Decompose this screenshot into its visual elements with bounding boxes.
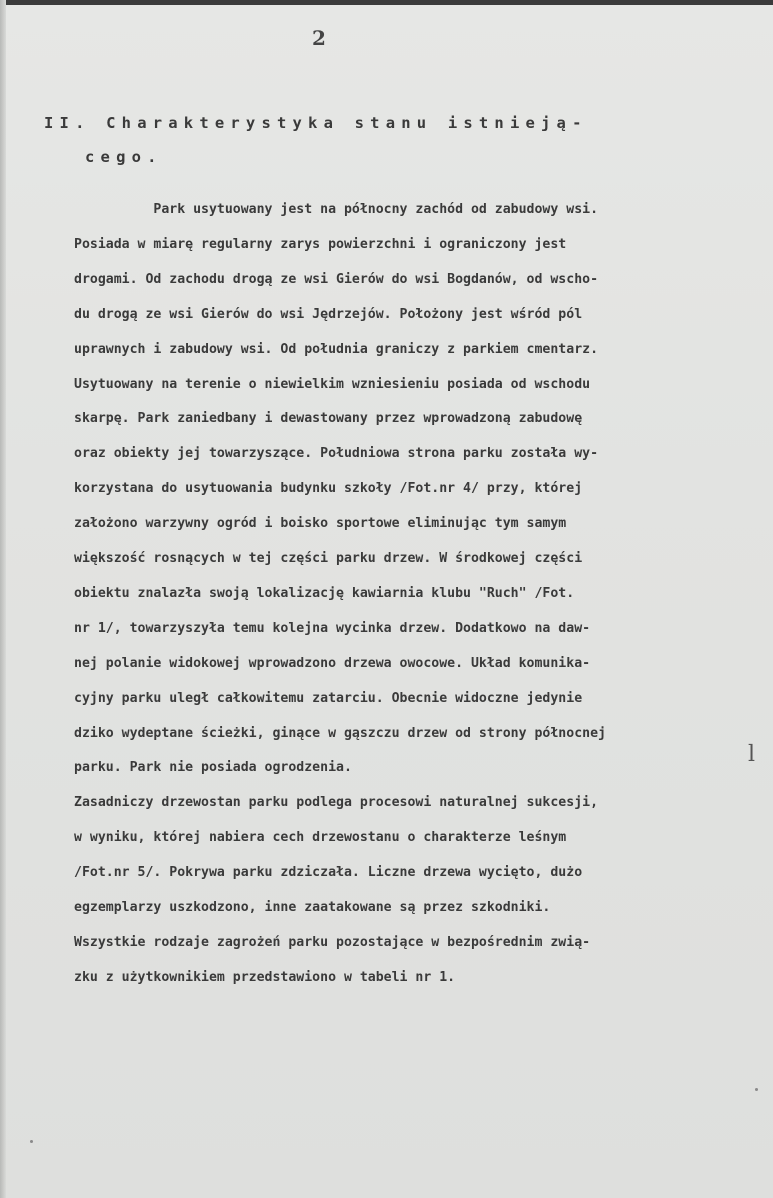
section-heading-line-1: II. Charakterystyka stanu istnieją- [44,114,588,132]
body-text-line: egzemplarzy uszkodzono, inne zaatakowane są przez szkodniki. [74,900,551,915]
body-text-line: zku z użytkownikiem przedstawiono w tabeli nr 1. [74,969,456,985]
body-text-line: Usytuowany na terenie o niewielkim wzniesieniu posiada od wschodu [74,376,591,392]
body-text-line: /Fot.nr 5/. Pokrywa parku zdziczała. Liczne drzewa wycięto, dużo [74,865,583,881]
body-text-line: drogami. Od zachodu drogą ze wsi Gierów do wsi Bogdanów, od wscho- [74,271,599,287]
page-number: 2 [312,26,326,50]
body-text-line: skarpę. Park zaniedbany i dewastowany przez wprowadzoną zabudowę [74,411,583,427]
body-text-line: cyjny parku uległ całkowitemu zatarciu. Obecnie widoczne jedynie [74,690,583,706]
body-text-line: w wyniku, której nabiera cech drzewostanu o charakterze leśnym [74,830,567,846]
body-text-line: korzystana do usytuowania budynku szkoły /Fot.nr 4/ przy, której [74,481,583,497]
body-text-line: du drogą ze wsi Gierów do wsi Jędrzejów. Położony jest wśród pól [74,306,583,322]
paper-speck [30,1140,33,1143]
body-text-line: parku. Park nie posiada ogrodzenia. [74,760,352,776]
body-text-line: Zasadniczy drzewostan parku podlega procesowi naturalnej sukcesji, [74,795,599,811]
body-text-line: uprawnych i zabudowy wsi. Od południa graniczy z parkiem cmentarz. [74,341,599,357]
body-text-line: Wszystkie rodzaje zagrożeń parku pozostające w bezpośrednim zwią- [74,934,591,950]
body-text-line: większość rosnących w tej części parku drzew. W środkowej części [74,551,583,566]
section-heading-line-2: cego. [85,148,163,166]
body-text-line: Park usytuowany jest na północny zachód od zabudowy wsi. [74,202,599,217]
body-text-line: nr 1/, towarzyszyła temu kolejna wycinka drzew. Dodatkowo na daw- [74,620,591,636]
page-top-edge [0,0,773,5]
margin-handwritten-mark: l [748,742,756,767]
body-text-line: założono warzywny ogród i boisko sportowe eliminując tym samym [74,516,567,532]
body-text-line: nej polanie widokowej wprowadzono drzewa owocowe. Układ komunika- [74,655,591,671]
body-text-line: oraz obiekty jej towarzyszące. Południowa strona parku została wy- [74,446,599,462]
body-text-line: obiektu znalazła swoją lokalizację kawiarnia klubu "Ruch" /Fot. [74,585,575,601]
page-left-edge [0,0,6,1198]
body-text-line: dziko wydeptane ścieżki, ginące w gąszczu drzew od strony północnej [74,725,606,741]
paper-speck [755,1088,758,1091]
body-text-line: Posiada w miarę regularny zarys powierzchni i ograniczony jest [74,236,567,252]
